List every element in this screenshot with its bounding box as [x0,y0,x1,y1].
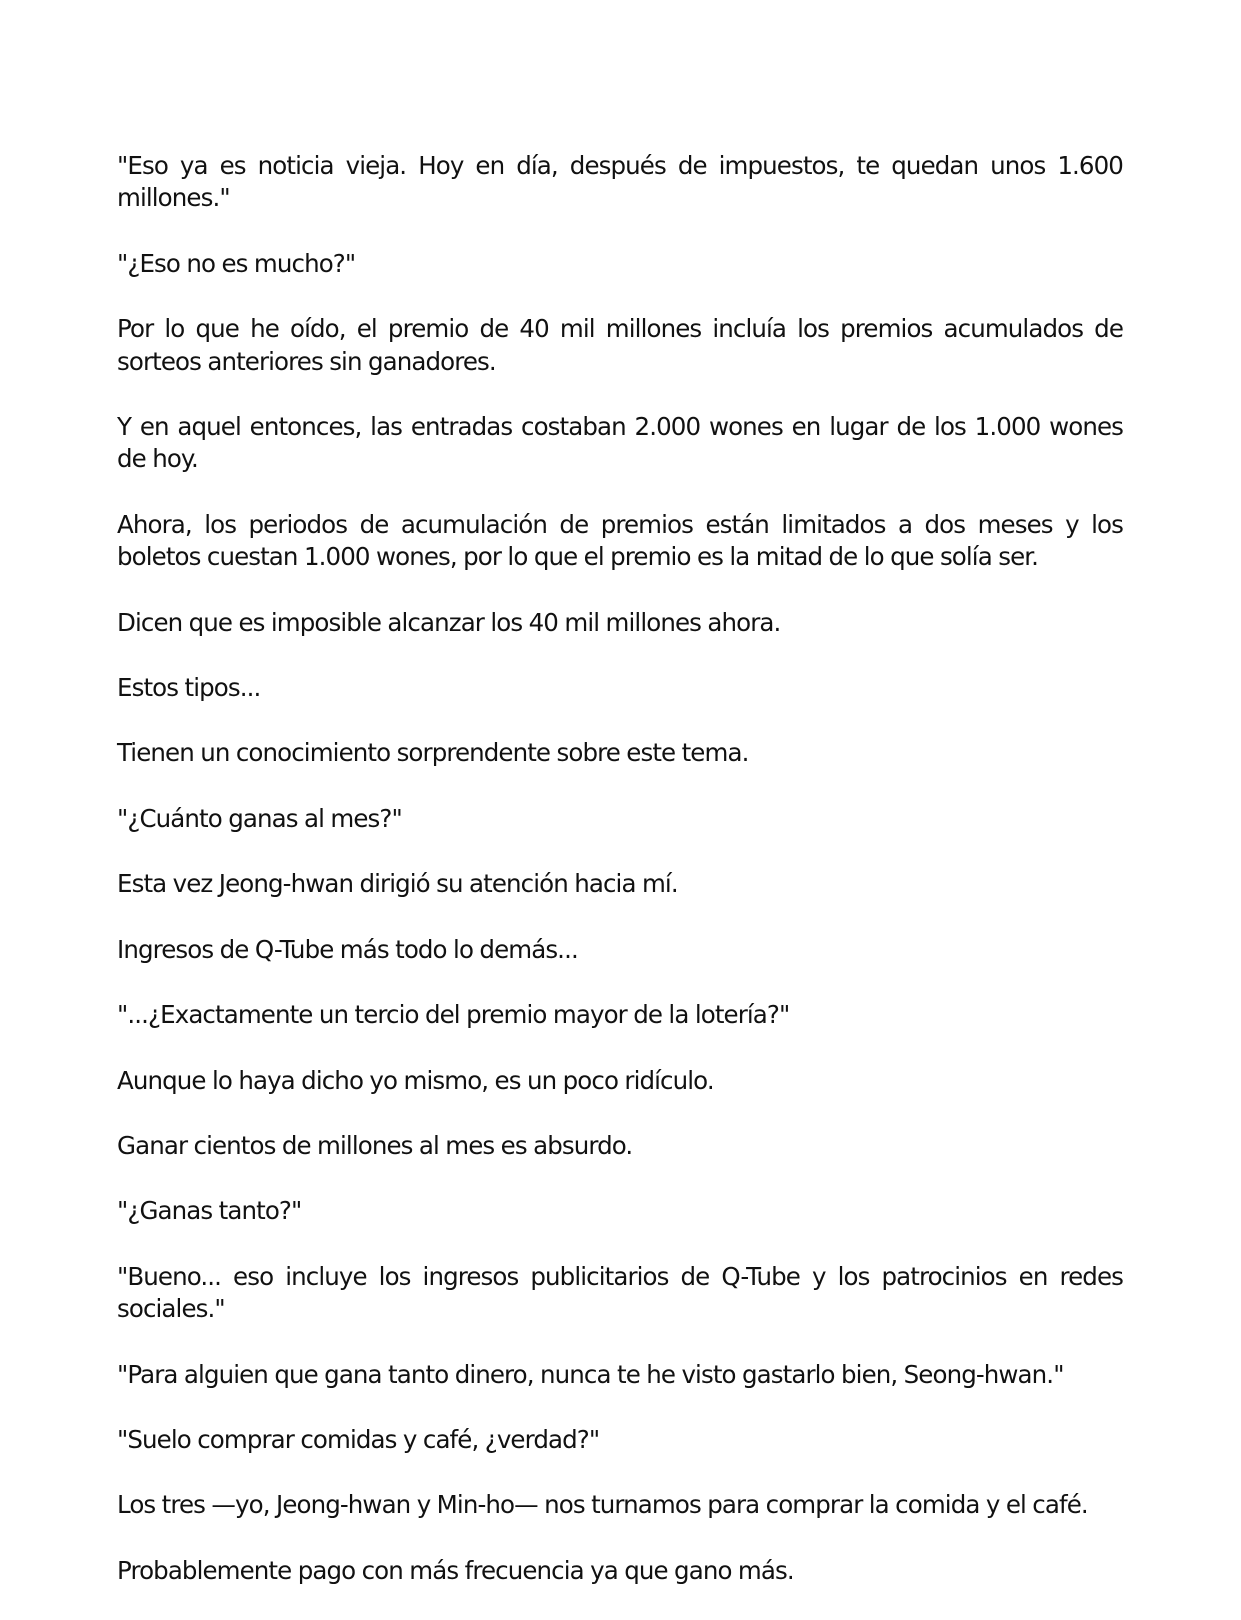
paragraph: Y en aquel entonces, las entradas costaban 2.000 wones en lugar de los 1.000 wones de hoy. [117,412,1123,474]
paragraph: Ahora, los periodos de acumulación de premios están limitados a dos meses y los boletos cuestan 1.000 wones, por lo que el premio es la mitad de lo que solía ser. [117,509,1123,572]
paragraph: "¿Eso no es mucho?" [117,248,356,278]
paragraph: Aunque lo haya dicho yo mismo, es un poco ridículo. [117,1065,714,1095]
paragraph: "¿Cuánto ganas al mes?" [117,803,402,833]
paragraph: Esta vez Jeong-hwan dirigió su atención hacia mí. [117,869,678,899]
paragraph: Los tres —yo, Jeong-hwan y Min-ho— nos turnamos para comprar la comida y el café. [117,1490,1088,1520]
paragraph: "Suelo comprar comidas y café, ¿verdad?" [117,1424,600,1454]
paragraph: Dicen que es imposible alcanzar los 40 mil millones ahora. [117,607,781,637]
paragraph: "...¿Exactamente un tercio del premio mayor de la lotería?" [117,1000,790,1030]
body-text [117,150,1123,1620]
paragraph: "Bueno... eso incluye los ingresos publicitarios de Q-Tube y los patrocinios en redes sociales." [117,1261,1123,1324]
paragraph: "¿Ganas tanto?" [117,1196,302,1226]
paragraph: Ingresos de Q-Tube más todo lo demás... [117,934,578,964]
paragraph: Estos tipos... [117,673,261,703]
paragraph: Ganar cientos de millones al mes es absurdo. [117,1130,633,1160]
paragraph: "Para alguien que gana tanto dinero, nunca te he visto gastarlo bien, Seong-hwan." [117,1359,1064,1389]
paragraph: Tienen un conocimiento sorprendente sobre este tema. [117,738,749,768]
paragraph: Por lo que he oído, el premio de 40 mil millones incluía los premios acumulados de sorteos anteriores sin ganadores. [117,314,1123,376]
paragraph: "Eso ya es noticia vieja. Hoy en día, después de impuestos, te quedan unos 1.600 millones." [117,151,1123,213]
paragraph: Probablemente pago con más frecuencia ya que gano más. [117,1555,794,1585]
